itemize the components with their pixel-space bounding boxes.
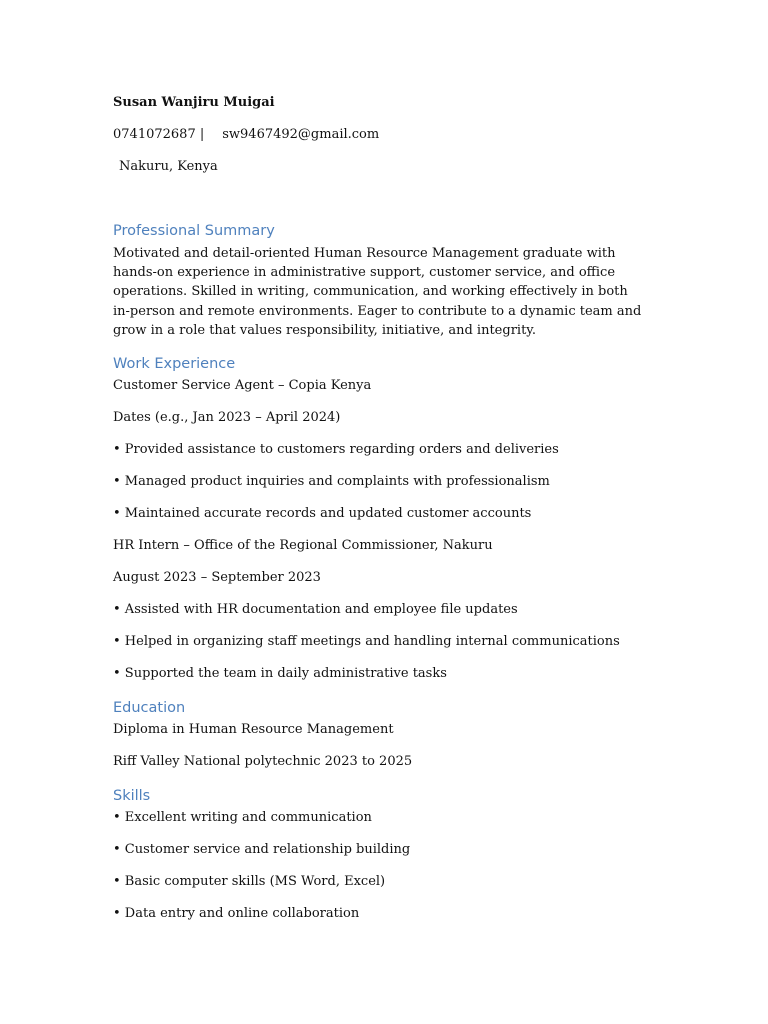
skill-item: • Excellent writing and communication xyxy=(113,810,372,825)
education-degree: Diploma in Human Resource Management xyxy=(113,722,394,737)
job-bullet: • Assisted with HR documentation and employee file updates xyxy=(113,602,518,617)
job-title: Customer Service Agent – Copia Kenya xyxy=(113,378,372,393)
location: Nakuru, Kenya xyxy=(119,159,218,174)
section-heading-skills: Skills xyxy=(113,788,151,804)
email-address[interactable]: sw9467492@gmail.com xyxy=(222,127,380,142)
job-title: HR Intern – Office of the Regional Commissioner, Nakuru xyxy=(113,538,493,553)
job-bullet: • Helped in organizing staff meetings and handling internal communications xyxy=(113,634,620,649)
job-bullet: • Managed product inquiries and complaints with professionalism xyxy=(113,474,550,489)
job-dates: Dates (e.g., Jan 2023 – April 2024) xyxy=(113,410,341,425)
phone-number: 0741072687 | xyxy=(113,127,205,142)
job-bullet: • Provided assistance to customers regarding orders and deliveries xyxy=(113,442,559,457)
job-dates: August 2023 – September 2023 xyxy=(113,570,321,585)
job-bullet: • Supported the team in daily administrative tasks xyxy=(113,666,447,681)
skill-item: • Data entry and online collaboration xyxy=(113,906,360,921)
job-bullet: • Maintained accurate records and updated customer accounts xyxy=(113,506,532,521)
section-heading-summary: Professional Summary xyxy=(113,223,275,239)
contact-line xyxy=(113,125,379,144)
summary-text: Motivated and detail-oriented Human Resource Management graduate with hands-on experience in administrative support, customer service, and office operations. Skilled in writing, communication, and working effectively in both in-person and remote environments. Eager to contribute to a dynamic team and grow in a role that values responsibility, initiative, and integrity. xyxy=(113,246,642,338)
section-heading-education: Education xyxy=(113,700,186,716)
skill-item: • Customer service and relationship building xyxy=(113,842,411,857)
skill-item: • Basic computer skills (MS Word, Excel) xyxy=(113,874,386,889)
section-heading-experience: Work Experience xyxy=(113,356,236,372)
education-school: Riff Valley National polytechnic 2023 to 2025 xyxy=(113,754,413,769)
candidate-name: Susan Wanjiru Muigai xyxy=(113,95,275,110)
